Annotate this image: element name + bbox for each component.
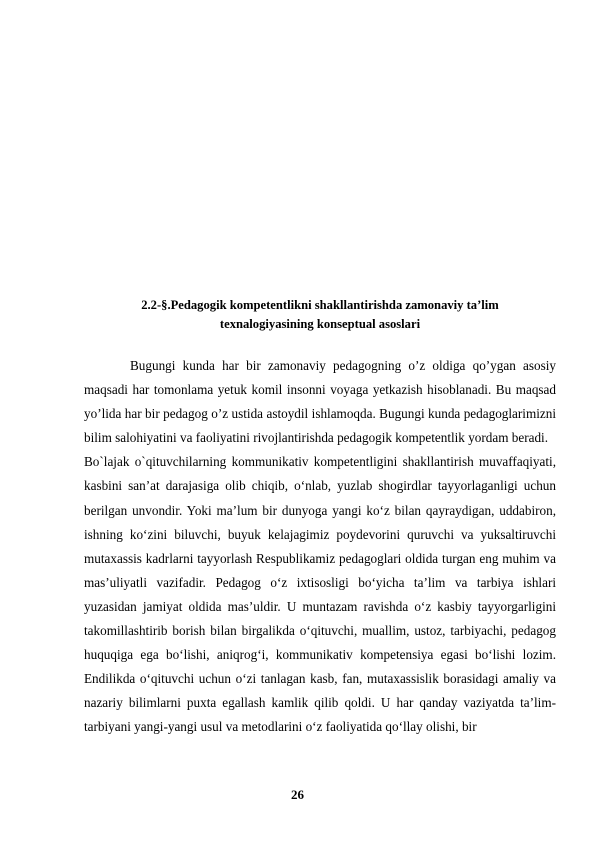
paragraph-2: Bo`lajak o`qituvchilarning kommunikativ kompetentligini shakllantirish muvaffaqiyati, kasbini san’at darajasiga olib chiqib, o‘nlab, yuzlab shogirdlar tayyorlaganligi uchun berilgan unvondir. Yoki ma’lum bir dunyoga yangi ko‘z bilan qayraydigan, uddabiron, ishning ko‘zini biluvchi, buyuk kelajagimiz poydevorini quruvchi va yuksaltiruvchi mutaxassis kadrlarni tayyorlash Respublikamiz pedagoglari oldida turgan eng muhim va mas’uliyatli vazifadir. Pedagog o‘z ixtisosligi bo‘yicha ta’lim va tarbiya ishlari yuzasidan jamiyat oldida mas’uldir. U muntazam ravishda o‘z kasbiy tayyorgarligini takomillashtirib borish bilan birgalikda o‘qituvchi, muallim, ustoz, tarbiyachi, pedagog huquqiga ega bo‘lishi, aniqrog‘i, kommunikativ kompetensiya egasi bo‘lishi lozim. Endilikda o‘qituvchi uchun o‘zi tanlagan kasb, fan, mutaxassislik borasidagi amaliy va nazariy bilimlarni puxta egallash kamlik qilib qoldi. U har qanday vaziyatda ta’lim-tarbiyani yangi-yangi usul va metodlarini o‘z faoliyatida qo‘llay olishi, bir	[84, 454, 556, 735]
page-number: 26	[291, 787, 304, 802]
section-heading-line-1: 2.2-§.Pedagogik kompetentlikni shakllantirishda zamonaviy ta’lim	[141, 298, 499, 312]
section-heading	[84, 296, 556, 334]
paragraph-1: Bugungi kunda har bir zamonaviy pedagogning o’z oldiga qo’ygan asosiy maqsadi har tomonlama yetuk komil insonni voyaga yetkazish hisoblanadi. Bu maqsad yo’lida har bir pedagog o’z ustida astoydil ishlamoqda. Bugungi kunda pedagoglarimizni bilim salohiyatini va faoliyatini rivojlantirishda pedagogik kompetentlik yordam beradi.	[84, 358, 556, 446]
body-text	[84, 354, 556, 740]
section-heading-line-2: texnalogiyasining konseptual asoslari	[219, 317, 421, 331]
